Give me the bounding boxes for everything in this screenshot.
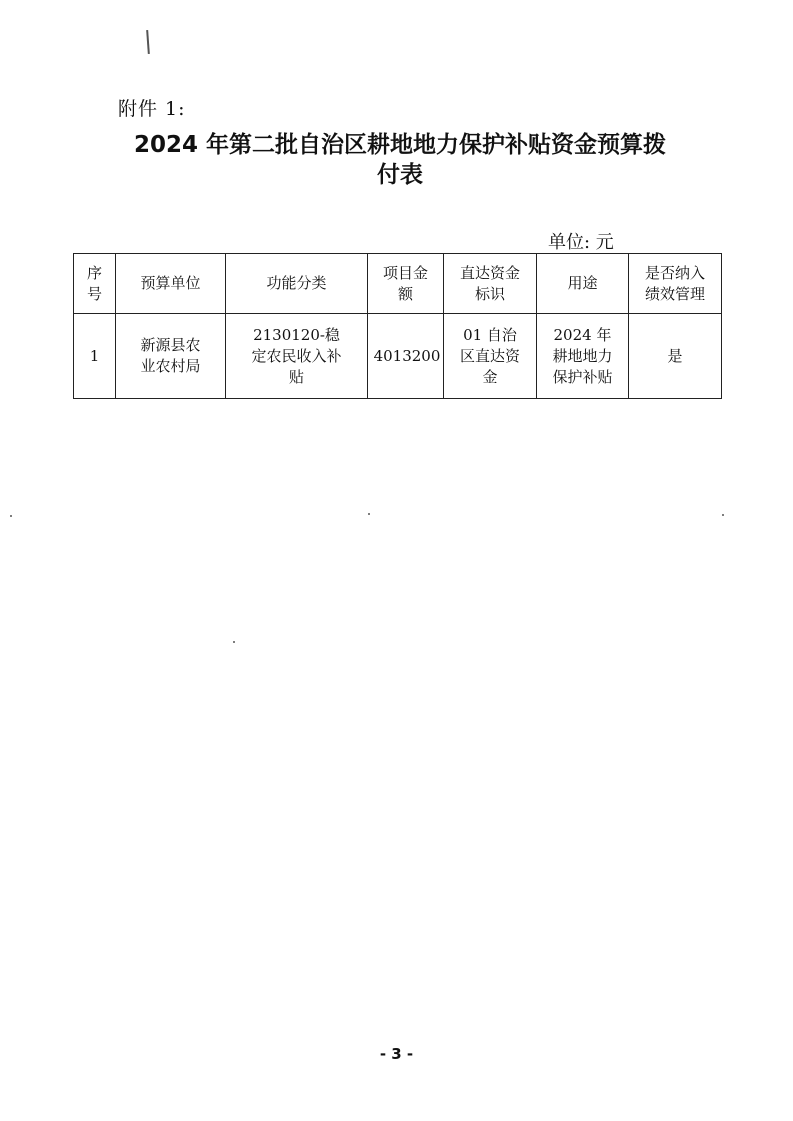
cell-performance: 是 xyxy=(629,314,722,399)
header-function-class: 功能分类 xyxy=(226,254,368,314)
document-title-line1: 2024 年第二批自治区耕地地力保护补贴资金预算拨 xyxy=(133,132,667,158)
header-seq: 序号 xyxy=(74,254,116,314)
header-performance: 是否纳入绩效管理 xyxy=(629,254,722,314)
budget-table xyxy=(73,253,722,399)
scan-mark xyxy=(146,30,149,54)
scan-speck xyxy=(10,515,12,517)
header-direct-fund: 直达资金标识 xyxy=(444,254,537,314)
header-purpose: 用途 xyxy=(537,254,629,314)
scan-speck xyxy=(368,513,370,515)
document-title-line2: 付表 xyxy=(377,162,423,188)
attachment-label: 附件 1: xyxy=(118,98,186,120)
cell-budget-unit: 新源县农业农村局 xyxy=(116,314,226,399)
unit-label: 单位: 元 xyxy=(548,232,614,253)
table-row xyxy=(74,314,722,399)
cell-seq: 1 xyxy=(74,314,116,399)
cell-purpose: 2024 年耕地地力保护补贴 xyxy=(537,314,629,399)
scan-speck xyxy=(233,641,235,643)
cell-function-class: 2130120-稳定农民收入补贴 xyxy=(226,314,368,399)
page-number: - 3 - xyxy=(379,1045,414,1063)
header-budget-unit: 预算单位 xyxy=(116,254,226,314)
header-amount: 项目金额 xyxy=(368,254,444,314)
scan-speck xyxy=(722,514,724,516)
cell-direct-fund: 01 自治区直达资金 xyxy=(444,314,537,399)
table-header-row xyxy=(74,254,722,314)
cell-amount: 4013200 xyxy=(368,314,444,399)
